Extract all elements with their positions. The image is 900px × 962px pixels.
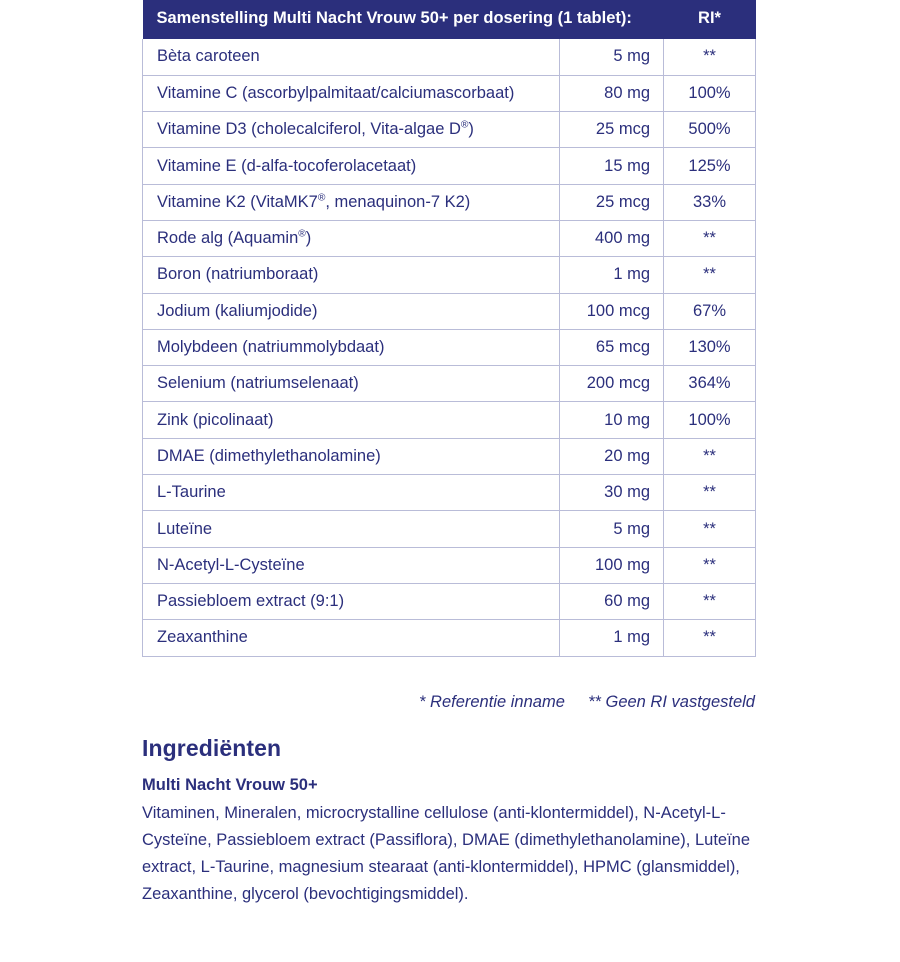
table-row: [143, 75, 756, 111]
table-footnotes: [142, 693, 755, 712]
row-ri-value: **: [664, 583, 756, 619]
row-ri-value: **: [664, 620, 756, 656]
ingredients-heading: Ingrediënten: [142, 735, 282, 761]
nutrition-table-wrapper: [142, 0, 755, 657]
table-row: [143, 148, 756, 184]
row-ri-value: **: [664, 220, 756, 256]
row-ingredient-name: Bèta caroteen: [143, 39, 560, 75]
row-amount: 5 mg: [560, 511, 664, 547]
row-ri-value: 67%: [664, 293, 756, 329]
row-ingredient-name: Zink (picolinaat): [143, 402, 560, 438]
row-ingredient-name: Rode alg (Aquamin®): [143, 220, 560, 256]
row-ri-value: 33%: [664, 184, 756, 220]
row-amount: 30 mg: [560, 475, 664, 511]
row-amount: 5 mg: [560, 39, 664, 75]
row-ri-value: 100%: [664, 75, 756, 111]
table-row: [143, 257, 756, 293]
row-ri-value: **: [664, 475, 756, 511]
row-amount: 65 mcg: [560, 329, 664, 365]
table-row: [143, 329, 756, 365]
row-amount: 80 mg: [560, 75, 664, 111]
row-ingredient-name: Boron (natriumboraat): [143, 257, 560, 293]
row-ingredient-name: Selenium (natriumselenaat): [143, 366, 560, 402]
row-ingredient-name: Jodium (kaliumjodide): [143, 293, 560, 329]
row-ri-value: 100%: [664, 402, 756, 438]
table-row: [143, 184, 756, 220]
row-ingredient-name: Zeaxanthine: [143, 620, 560, 656]
row-ri-value: **: [664, 39, 756, 75]
ingredients-product-name: Multi Nacht Vrouw 50+: [142, 776, 318, 794]
table-row: [143, 547, 756, 583]
row-amount: 60 mg: [560, 583, 664, 619]
row-ingredient-name: Molybdeen (natriummolybdaat): [143, 329, 560, 365]
row-amount: 25 mcg: [560, 184, 664, 220]
row-ri-value: 130%: [664, 329, 756, 365]
row-ingredient-name: Passiebloem extract (9:1): [143, 583, 560, 619]
row-ingredient-name: Luteïne: [143, 511, 560, 547]
row-amount: 20 mg: [560, 438, 664, 474]
table-header-ri: RI*: [664, 0, 756, 39]
table-body: [143, 39, 756, 656]
row-ri-value: **: [664, 257, 756, 293]
row-ri-value: 500%: [664, 112, 756, 148]
table-row: [143, 366, 756, 402]
row-amount: 25 mcg: [560, 112, 664, 148]
table-row: [143, 220, 756, 256]
nutrition-table: [142, 0, 756, 657]
row-amount: 200 mcg: [560, 366, 664, 402]
row-ingredient-name: Vitamine D3 (cholecalciferol, Vita-algae D®): [143, 112, 560, 148]
table-row: [143, 402, 756, 438]
footnote-no-ri: ** Geen RI vastgesteld: [588, 693, 755, 711]
row-ri-value: **: [664, 438, 756, 474]
table-header-row: [143, 0, 756, 39]
row-ingredient-name: L-Taurine: [143, 475, 560, 511]
row-ingredient-name: DMAE (dimethylethanolamine): [143, 438, 560, 474]
row-amount: 1 mg: [560, 620, 664, 656]
ingredients-section: [142, 735, 782, 908]
table-row: [143, 293, 756, 329]
ingredients-list-text: Vitaminen, Mineralen, microcrystalline cellulose (anti-klontermiddel), N-Acetyl-L-Cysteïne, Passiebloem extract (Passiflora), DMAE (dimethylethanolamine), Luteïne extract, L-Taurine, magnesium stearaat (anti-klontermiddel), HPMC (glansmiddel), Zeaxanthine, glycerol (bevochtigingsmiddel).: [142, 804, 751, 903]
row-ri-value: **: [664, 511, 756, 547]
table-row: [143, 438, 756, 474]
table-row: [143, 475, 756, 511]
row-ingredient-name: N-Acetyl-L-Cysteïne: [143, 547, 560, 583]
table-row: [143, 112, 756, 148]
row-amount: 15 mg: [560, 148, 664, 184]
row-amount: 100 mg: [560, 547, 664, 583]
row-amount: 100 mcg: [560, 293, 664, 329]
row-ri-value: 364%: [664, 366, 756, 402]
footnote-ri: * Referentie inname: [419, 693, 565, 711]
table-row: [143, 39, 756, 75]
table-title: Samenstelling Multi Nacht Vrouw 50+ per dosering (1 tablet):: [143, 0, 664, 39]
table-row: [143, 511, 756, 547]
row-ingredient-name: Vitamine K2 (VitaMK7®, menaquinon-7 K2): [143, 184, 560, 220]
row-amount: 1 mg: [560, 257, 664, 293]
table-row: [143, 620, 756, 656]
row-amount: 400 mg: [560, 220, 664, 256]
row-ingredient-name: Vitamine C (ascorbylpalmitaat/calciumascorbaat): [143, 75, 560, 111]
table-header: [143, 0, 756, 39]
table-row: [143, 583, 756, 619]
row-amount: 10 mg: [560, 402, 664, 438]
row-ingredient-name: Vitamine E (d-alfa-tocoferolacetaat): [143, 148, 560, 184]
row-ri-value: **: [664, 547, 756, 583]
row-ri-value: 125%: [664, 148, 756, 184]
